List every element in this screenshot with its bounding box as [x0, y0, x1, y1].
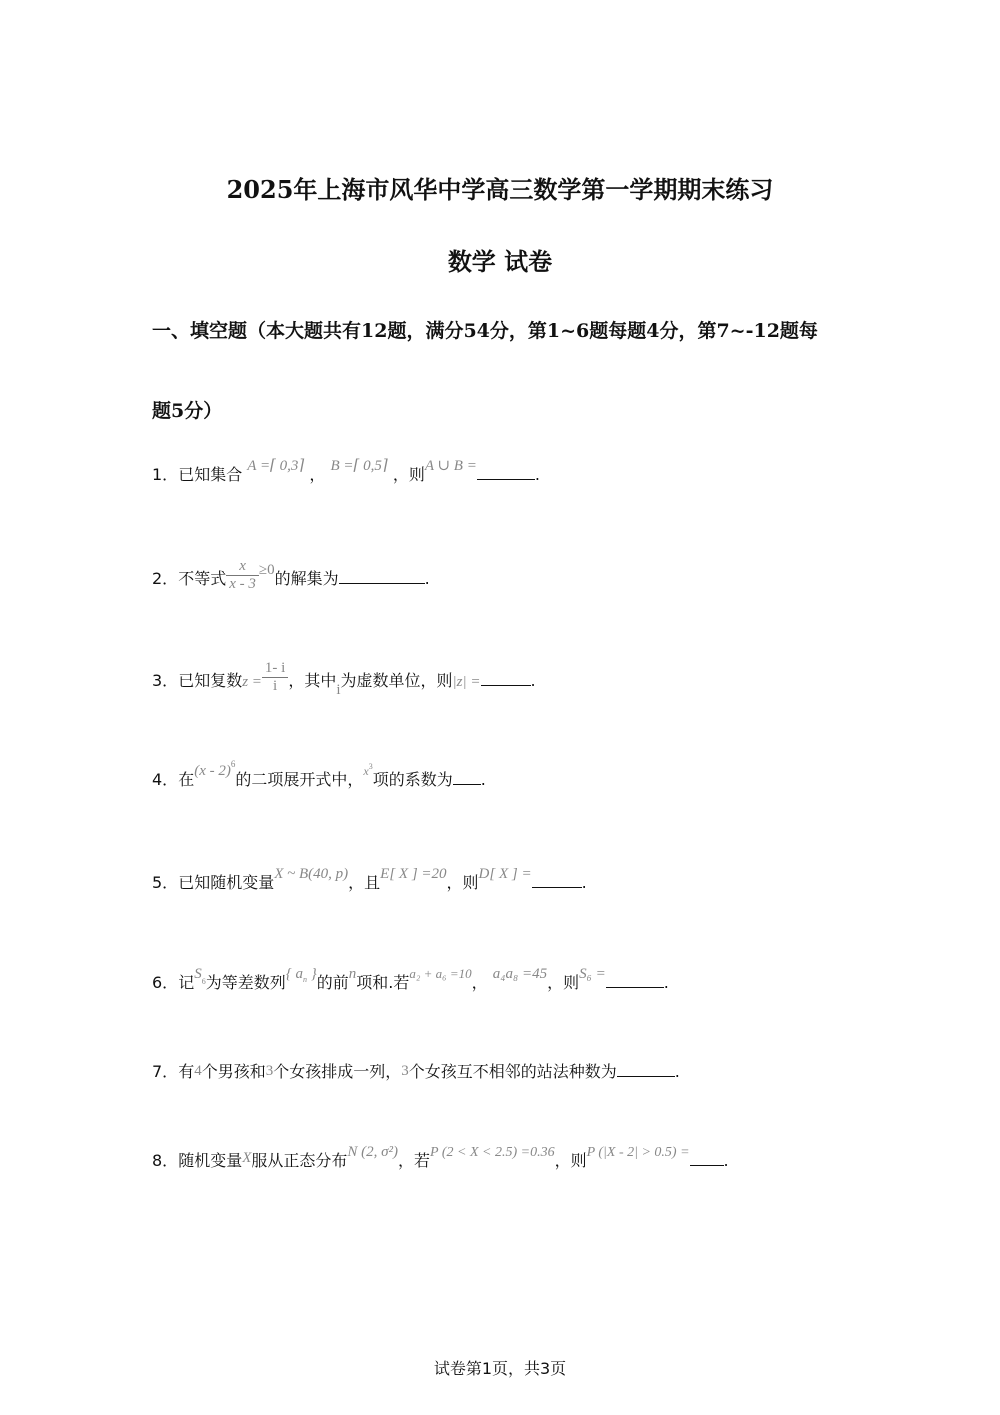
math-expression: a₄a₈ =45 — [492, 966, 548, 982]
question-text: 个男孩和 — [201, 1062, 266, 1081]
question-text: ，则 — [547, 973, 580, 992]
question-3 — [152, 660, 536, 699]
math-expression: P (|X - 2| > 0.5) = — [586, 1145, 690, 1160]
question-number: 7． — [152, 1062, 179, 1081]
question-text: 已知集合 — [178, 465, 243, 484]
punctuation: . — [674, 1062, 680, 1081]
question-number: 4． — [152, 770, 179, 789]
question-text: ，其中 — [288, 671, 337, 690]
question-text: 不等式 — [178, 569, 227, 588]
question-text: ，且 — [348, 873, 381, 892]
question-text: 个女孩互不相邻的站法种数为 — [408, 1062, 617, 1081]
question-number: 8． — [152, 1151, 179, 1170]
section-heading-line1: 一、填空题（本大题共有12题，满分54分，第1~6题每题4分，第7~-12题每 — [152, 320, 818, 342]
math-expression: A ∪ B = — [424, 458, 477, 474]
question-number: 5． — [152, 873, 179, 892]
math-expression: z = — [242, 674, 262, 690]
question-text: 记 — [178, 973, 195, 992]
question-text: ，则 — [446, 873, 479, 892]
exam-subtitle: 数学 试卷 — [447, 247, 553, 276]
math-expression: D[ X ] = — [478, 866, 532, 882]
punctuation: . — [723, 1151, 729, 1170]
math-expression: x — [363, 764, 369, 778]
question-text: 已知复数 — [178, 671, 243, 690]
math-subscript: n — [302, 975, 307, 984]
question-text: 已知随机变量 — [178, 873, 275, 892]
fraction-denominator: x - 3 — [229, 576, 256, 592]
question-8 — [152, 1144, 729, 1171]
answer-blank[interactable] — [481, 684, 531, 686]
question-6 — [152, 966, 669, 993]
page-footer: 试卷第1页，共3页 — [433, 1359, 567, 1378]
punctuation: ， — [309, 465, 326, 484]
fraction-numerator: 1- i — [262, 660, 288, 678]
question-number: 3． — [152, 671, 179, 690]
question-text: 的解集为 — [274, 569, 339, 588]
math-subscript: 6 — [201, 977, 206, 986]
answer-blank[interactable] — [690, 1164, 724, 1166]
math-exponent: 6 — [230, 759, 236, 769]
question-number: 1． — [152, 465, 179, 484]
fraction-numerator: x — [226, 558, 259, 576]
punctuation: . — [530, 671, 536, 690]
fraction — [262, 660, 288, 695]
math-expression: 3 — [265, 1063, 274, 1079]
math-expression: 3 — [401, 1063, 409, 1079]
question-text: 的前 — [316, 973, 349, 992]
math-expression: S — [194, 966, 202, 982]
math-expression: a₂ + a₆ =10 — [409, 966, 472, 981]
question-text: ，若 — [398, 1151, 431, 1170]
fraction-denominator: i — [273, 678, 278, 694]
question-text: 个女孩排成一列， — [273, 1062, 402, 1081]
math-expression: { a — [285, 966, 303, 982]
answer-blank[interactable] — [477, 478, 535, 480]
math-expression: P (2 < X < 2.5) =0.36 — [430, 1145, 555, 1160]
exam-title: 2025年上海市风华中学高三数学第一学期期末练习 — [226, 175, 774, 204]
question-number: 6． — [152, 973, 179, 992]
math-expression: X — [242, 1150, 252, 1166]
punctuation: . — [480, 770, 486, 789]
question-text: 项的系数为 — [372, 770, 453, 789]
math-expression: B =⌈ 0,5⌉ — [330, 458, 388, 474]
punctuation: . — [581, 873, 587, 892]
question-text: 为虚数单位，则 — [340, 671, 453, 690]
math-expression: 4 — [194, 1063, 202, 1079]
question-text: 随机变量 — [178, 1151, 243, 1170]
question-text: 的二项展开式中， — [235, 770, 364, 789]
math-expression: n — [348, 966, 357, 982]
question-number: 2． — [152, 569, 179, 588]
math-expression: E[ X ] =20 — [380, 866, 447, 882]
question-text: 在 — [178, 770, 195, 789]
question-text: 项和.若 — [356, 973, 410, 992]
section-heading-line2: 题5分） — [152, 400, 223, 422]
math-expression: N (2, σ²) — [347, 1144, 399, 1160]
question-1 — [152, 458, 540, 485]
math-expression: (x - 2) — [194, 763, 231, 779]
fraction — [226, 558, 259, 593]
question-5 — [152, 866, 587, 893]
punctuation: . — [534, 465, 540, 484]
math-expression: S₆ = — [579, 966, 606, 982]
question-7 — [152, 1059, 680, 1082]
question-4 — [152, 759, 486, 790]
question-2 — [152, 558, 430, 597]
math-expression: |z| = — [452, 674, 481, 690]
math-expression: ≥0 — [258, 562, 275, 578]
answer-blank[interactable] — [532, 886, 582, 888]
punctuation: . — [663, 973, 669, 992]
question-text: 有 — [178, 1062, 195, 1081]
answer-blank[interactable] — [606, 986, 664, 988]
math-expression: i — [336, 682, 341, 698]
punctuation: ， — [471, 973, 488, 992]
answer-blank[interactable] — [339, 582, 425, 584]
question-text: ，则 — [392, 465, 425, 484]
math-expression: } — [306, 966, 317, 982]
math-expression: X ~ B(40, p) — [274, 866, 349, 882]
question-text: 服从正态分布 — [251, 1151, 348, 1170]
math-expression: A =⌈ 0,3⌉ — [247, 458, 305, 474]
answer-blank[interactable] — [617, 1075, 675, 1077]
punctuation: . — [424, 569, 430, 588]
question-text: ，则 — [554, 1151, 587, 1170]
question-text: 为等差数列 — [205, 973, 286, 992]
answer-blank[interactable] — [453, 783, 481, 785]
math-exponent: 3 — [368, 762, 373, 771]
